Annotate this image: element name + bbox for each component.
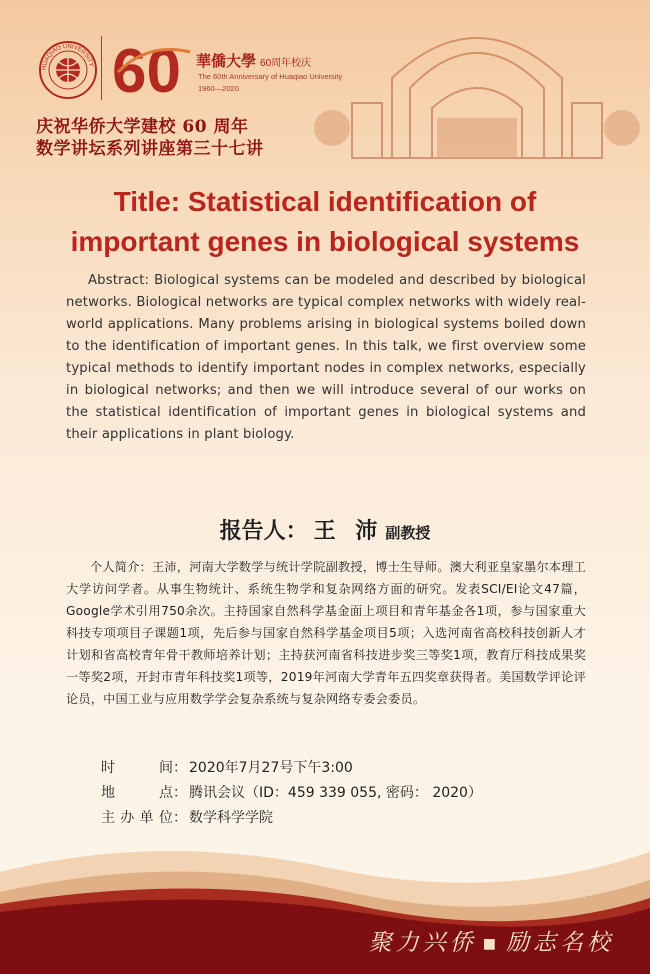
talk-title	[0, 182, 650, 262]
place-value: 腾讯会议（ID：459 339 055, 密码： 2020）	[189, 785, 482, 801]
speaker-rank: 副教授	[385, 524, 431, 542]
time-label: 时 间	[101, 760, 173, 776]
abstract-text: Abstract: Biological systems can be modeled and described by biological networks. Biological networks are typical complex networks with widely real-world applications. Many problems arising in biological systems boiled down to the identification of important genes. In this talk, we first overview some typical methods to identify important nodes in complex networks, especially in biological networks; and then we will introduce several of our works on the statistical identification of important genes in biological systems and their applications in plant biology.	[66, 273, 586, 442]
slogan-separator: ■	[482, 936, 500, 952]
logo-divider	[101, 36, 102, 100]
talk-title-line2: important genes in biological systems	[70, 226, 580, 257]
speaker-label: 报告人：	[219, 519, 308, 544]
host-value: 数学科学学院	[189, 810, 273, 826]
speaker-name: 王 沛	[313, 519, 384, 544]
anniversary-number: 60	[112, 37, 181, 104]
time-row	[101, 756, 482, 781]
talk-title-line1: Title: Statistical identification of	[113, 186, 537, 217]
place-colon: ：	[173, 785, 187, 801]
slogan-right: 励志名校	[506, 930, 614, 956]
headline	[36, 116, 264, 160]
time-value: 2020年7月27号下午3:00	[189, 760, 353, 776]
speaker-bio-text: 个人简介：王沛，河南大学数学与统计学院副教授，博士生导师。澳大利亚皇家墨尔本理工大学访问学者。从事生物统计、系统生物学和复杂网络方面的研究。发表SCI/EI论文47篇，Google学术引用750余次。主持国家自然科学基金面上项目和青年基金各1项，参与国家重大科技专项项目子课题1项，先后参与国家自然科学基金项目5项；入选河南省高校科技创新人才计划和省高校青年骨干教师培养计划；主持获河南省科技进步奖三等奖1项，教育厅科技成果奖一等奖2项，开封市青年科技奖1项等，2019年河南大学青年五四奖章获得者。美国数学评论评论员，中国工业与应用数学学会复杂系统与复杂网络专委会委员。	[66, 560, 586, 706]
headline-line2: 数学讲坛系列讲座第三十七讲	[36, 139, 264, 159]
abstract	[66, 270, 586, 446]
host-colon: ：	[173, 810, 187, 826]
seal-text: HUAQIAO UNIVERSITY	[41, 43, 94, 71]
campus-gate-illustration	[312, 8, 642, 168]
university-seal-logo	[38, 40, 98, 100]
anniversary-en: The 60th Anniversary of Huaqiao University	[198, 72, 343, 81]
host-row	[101, 806, 482, 831]
anniversary-cn: 60周年校庆	[260, 58, 312, 69]
place-row	[101, 781, 482, 806]
speaker-heading	[0, 514, 650, 545]
slogan-left: 聚力兴侨	[368, 930, 477, 956]
headline-line1: 庆祝华侨大学建校 60 周年	[36, 117, 249, 137]
university-name-cn: 華僑大學	[196, 52, 257, 70]
speaker-bio	[66, 556, 586, 710]
slogan	[369, 924, 614, 957]
university-name	[196, 50, 311, 71]
host-label: 主办单位	[101, 810, 173, 826]
anniversary-years: 1960—2020	[198, 84, 239, 93]
time-colon: ：	[173, 760, 187, 776]
event-details	[101, 756, 482, 831]
place-label: 地 点	[101, 785, 173, 801]
anniversary-60-logo	[108, 32, 194, 104]
